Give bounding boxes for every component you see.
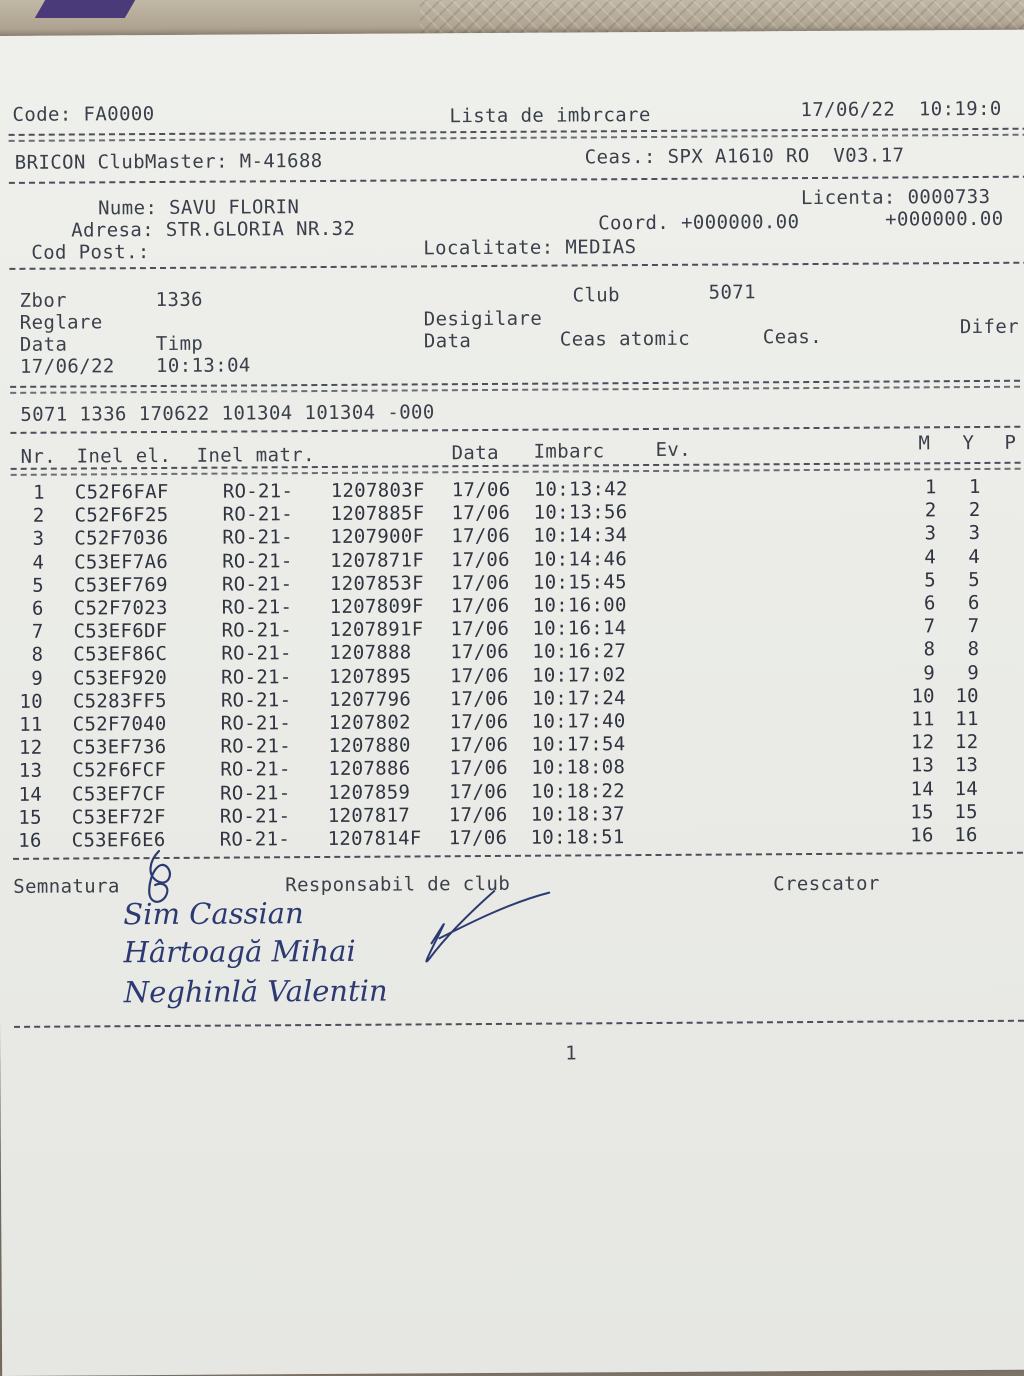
electronic-ring: C53EF736 xyxy=(72,736,167,759)
ring-prefix: RO-21- xyxy=(221,596,293,619)
m-value: 16 xyxy=(910,824,934,847)
electronic-ring: C52F7036 xyxy=(74,527,169,550)
embark-time: 10:16:00 xyxy=(532,594,627,617)
electronic-ring: C53EF6DF xyxy=(73,620,168,643)
y-value: 8 xyxy=(967,638,980,661)
embark-time: 10:18:51 xyxy=(530,826,625,849)
y-value: 2 xyxy=(968,499,981,522)
locality: Localitate: MEDIAS xyxy=(423,236,637,260)
ring-prefix: RO-21- xyxy=(221,619,293,642)
ring-number: 1207891F xyxy=(329,618,424,642)
electronic-ring: C52F6F25 xyxy=(74,504,169,527)
ring-number: 1207888 xyxy=(329,641,412,665)
encoded-summary-line: 5071 1336 170622 101304 101304 -000 xyxy=(20,401,435,426)
postal-code: Cod Post.: xyxy=(31,241,150,264)
setting-time: 10:13:04 xyxy=(155,354,251,378)
unsealing-date-label: Data xyxy=(423,330,472,353)
ring-prefix: RO-21- xyxy=(220,735,291,758)
arrival-date: 17/06 xyxy=(451,525,511,548)
embark-time: 10:13:42 xyxy=(533,478,628,501)
m-value: 15 xyxy=(910,801,934,824)
row-number: 1 xyxy=(32,481,45,504)
row-number: 16 xyxy=(18,829,42,852)
row-number: 2 xyxy=(32,504,45,527)
arrival-date: 17/06 xyxy=(450,618,510,641)
y-value: 3 xyxy=(968,522,981,545)
m-value: 6 xyxy=(923,592,936,615)
arrival-date: 17/06 xyxy=(448,826,508,850)
embark-time: 10:15:45 xyxy=(532,570,627,594)
license-number: Licenta: 0000733 xyxy=(800,185,991,210)
ring-number: 1207886 xyxy=(328,757,411,781)
row-number: 15 xyxy=(18,806,42,829)
electronic-ring: C53EF86C xyxy=(73,643,168,666)
background-object xyxy=(35,0,135,18)
m-value: 12 xyxy=(910,731,935,754)
ring-prefix: RO-21- xyxy=(219,805,291,828)
y-value: 9 xyxy=(967,661,980,684)
row-number: 11 xyxy=(19,713,43,736)
embark-time: 10:16:27 xyxy=(532,640,627,664)
arrival-date: 17/06 xyxy=(448,803,508,827)
electronic-ring: C53EF6E6 xyxy=(71,828,166,852)
col-header-data: Data xyxy=(451,441,499,465)
print-datetime: 17/06/22 10:19:0 xyxy=(800,97,1002,122)
setting-label: Reglare xyxy=(19,311,103,334)
embark-time: 10:13:56 xyxy=(533,501,628,524)
row-number: 8 xyxy=(31,644,44,667)
row-number: 13 xyxy=(18,760,43,783)
row-number: 3 xyxy=(32,528,45,551)
embark-time: 10:17:02 xyxy=(532,663,627,687)
electronic-ring: C52F6FAF xyxy=(74,480,169,504)
arrival-date: 17/06 xyxy=(451,478,511,502)
embark-time: 10:17:54 xyxy=(531,733,626,756)
ring-prefix: RO-21- xyxy=(222,526,293,550)
owner-name: Nume: SAVU FLORIN xyxy=(97,196,300,220)
y-value: 13 xyxy=(954,754,979,777)
arrival-date: 17/06 xyxy=(449,757,509,780)
col-header-imbarc: Imbarc xyxy=(533,440,605,463)
electronic-ring: C53EF7A6 xyxy=(74,550,169,574)
ring-prefix: RO-21- xyxy=(221,665,292,689)
y-value: 1 xyxy=(968,475,981,499)
m-value: 2 xyxy=(924,499,937,522)
arrival-date: 17/06 xyxy=(451,548,510,571)
ring-prefix: RO-21- xyxy=(222,503,294,526)
y-value: 6 xyxy=(967,591,980,615)
electronic-ring: C5283FF5 xyxy=(72,689,167,713)
m-value: 10 xyxy=(911,685,935,708)
electronic-ring: C53EF920 xyxy=(73,666,168,690)
col-header-inel-el: Inel el. xyxy=(76,444,172,468)
m-value: 3 xyxy=(924,522,937,545)
handwritten-name: Sim Cassian xyxy=(123,896,304,932)
m-value: 4 xyxy=(924,545,937,568)
ring-number: 1207809F xyxy=(329,595,424,618)
flight-number: 1336 xyxy=(155,288,204,312)
time-label: Timp xyxy=(155,332,204,356)
row-number: 7 xyxy=(31,620,44,643)
flight-label: Zbor xyxy=(19,289,68,312)
y-value: 14 xyxy=(954,777,979,800)
row-number: 12 xyxy=(18,736,43,760)
col-header-m: M xyxy=(918,432,931,455)
clubmaster-info: BRICON ClubMaster: M-41688 xyxy=(14,149,323,174)
m-value: 1 xyxy=(924,476,937,499)
ring-number: 1207814F xyxy=(327,827,422,850)
y-value: 7 xyxy=(967,615,980,638)
arrival-date: 17/06 xyxy=(449,734,509,757)
coordinates-lon: +000000.00 xyxy=(885,207,1004,231)
y-value: 16 xyxy=(954,824,978,847)
ring-prefix: RO-21- xyxy=(222,549,293,573)
embark-time: 10:17:24 xyxy=(531,686,626,710)
ring-prefix: RO-21- xyxy=(221,642,292,666)
col-header-ev: Ev. xyxy=(655,438,692,461)
m-value: 14 xyxy=(910,777,935,801)
arrival-date: 17/06 xyxy=(450,664,509,687)
setting-date: 17/06/22 xyxy=(19,355,115,378)
arrival-date: 17/06 xyxy=(451,502,511,525)
y-value: 4 xyxy=(968,545,981,568)
arrival-date: 17/06 xyxy=(450,641,510,664)
ring-prefix: RO-21- xyxy=(220,688,292,712)
arrival-date: 17/06 xyxy=(448,780,508,803)
ring-prefix: RO-21- xyxy=(220,781,291,805)
electronic-ring: C53EF72F xyxy=(71,805,166,829)
m-value: 7 xyxy=(923,615,936,638)
ring-number: 1207796 xyxy=(328,688,412,711)
embark-time: 10:16:14 xyxy=(532,617,627,640)
owner-address: Adresa: STR.GLORIA NR.32 xyxy=(71,217,356,242)
ring-number: 1207859 xyxy=(327,781,411,804)
ring-prefix: RO-21- xyxy=(220,758,291,782)
y-value: 12 xyxy=(954,731,979,754)
m-value: 8 xyxy=(923,638,936,661)
m-value: 11 xyxy=(911,708,935,731)
col-header-nr: Nr. xyxy=(20,445,57,468)
ring-prefix: RO-21- xyxy=(219,828,291,851)
arrival-date: 17/06 xyxy=(449,687,509,711)
electronic-ring: C52F7023 xyxy=(73,596,168,620)
embark-time: 10:18:37 xyxy=(530,802,625,826)
row-number: 14 xyxy=(18,783,43,806)
embark-time: 10:18:08 xyxy=(531,756,626,780)
row-number: 4 xyxy=(32,551,45,574)
embark-time: 10:18:22 xyxy=(530,779,626,803)
y-value: 10 xyxy=(955,684,979,707)
col-header-y: Y xyxy=(962,432,975,455)
embark-time: 10:14:34 xyxy=(533,524,628,548)
breeder-label: Crescator xyxy=(773,872,880,896)
ring-number: 1207802 xyxy=(328,711,411,734)
row-number: 6 xyxy=(31,597,44,620)
printed-sheet xyxy=(0,30,1024,1376)
club-number: 5071 xyxy=(708,281,757,304)
electronic-ring: C52F7040 xyxy=(72,712,167,736)
electronic-ring: C53EF7CF xyxy=(72,782,167,806)
club-responsible-label: Responsabil de club xyxy=(285,872,511,897)
ring-number: 1207880 xyxy=(328,734,411,758)
ring-number: 1207817 xyxy=(327,804,411,827)
club-label: Club xyxy=(572,284,621,307)
date-label: Data xyxy=(19,333,68,356)
col-header-p: P xyxy=(1004,431,1017,454)
ring-prefix: RO-21- xyxy=(222,480,294,503)
row-number: 5 xyxy=(32,574,45,597)
page-number: 1 xyxy=(565,1042,578,1065)
electronic-ring: C53EF769 xyxy=(73,573,168,597)
y-value: 15 xyxy=(954,800,978,823)
ring-number: 1207895 xyxy=(329,665,412,688)
coordinates-lat: Coord. +000000.00 xyxy=(598,211,800,235)
embark-time: 10:14:46 xyxy=(533,547,628,571)
atomic-clock-label: Ceas atomic xyxy=(559,327,691,351)
embark-time: 10:17:40 xyxy=(531,710,626,733)
handwritten-name: Neghinlă Valentin xyxy=(123,973,388,1010)
m-value: 13 xyxy=(910,754,935,777)
handwritten-signatures xyxy=(0,30,1024,1376)
arrival-date: 17/06 xyxy=(450,594,510,618)
row-number: 10 xyxy=(19,690,43,713)
m-value: 9 xyxy=(923,661,936,684)
arrival-date: 17/06 xyxy=(449,710,509,734)
unsealing-label: Desigilare xyxy=(423,307,543,331)
code-label: Code: FA0000 xyxy=(12,103,155,126)
signature-label: Semnatura xyxy=(13,875,120,898)
difference-label: Difer xyxy=(959,315,1020,339)
electronic-ring: C52F6FCF xyxy=(72,759,167,782)
document-title: Lista de imbrcare xyxy=(449,103,651,128)
y-value: 5 xyxy=(968,568,981,591)
ring-number: 1207885F xyxy=(330,502,425,526)
m-value: 5 xyxy=(924,569,937,592)
ring-number: 1207803F xyxy=(330,479,425,502)
arrival-date: 17/06 xyxy=(450,571,510,595)
ring-number: 1207853F xyxy=(329,572,424,595)
clock-info: Ceas.: SPX A1610 RO V03.17 xyxy=(584,144,905,169)
ring-number: 1207871F xyxy=(330,548,425,572)
row-number: 9 xyxy=(31,667,44,690)
ring-prefix: RO-21- xyxy=(220,712,292,735)
handwritten-name: Hârtoagă Mihai xyxy=(123,933,356,970)
col-header-inel-matr: Inel matr. xyxy=(196,444,316,467)
ring-prefix: RO-21- xyxy=(221,572,293,596)
y-value: 11 xyxy=(955,707,979,731)
clock-label: Ceas. xyxy=(762,325,823,349)
ring-number: 1207900F xyxy=(330,525,425,549)
